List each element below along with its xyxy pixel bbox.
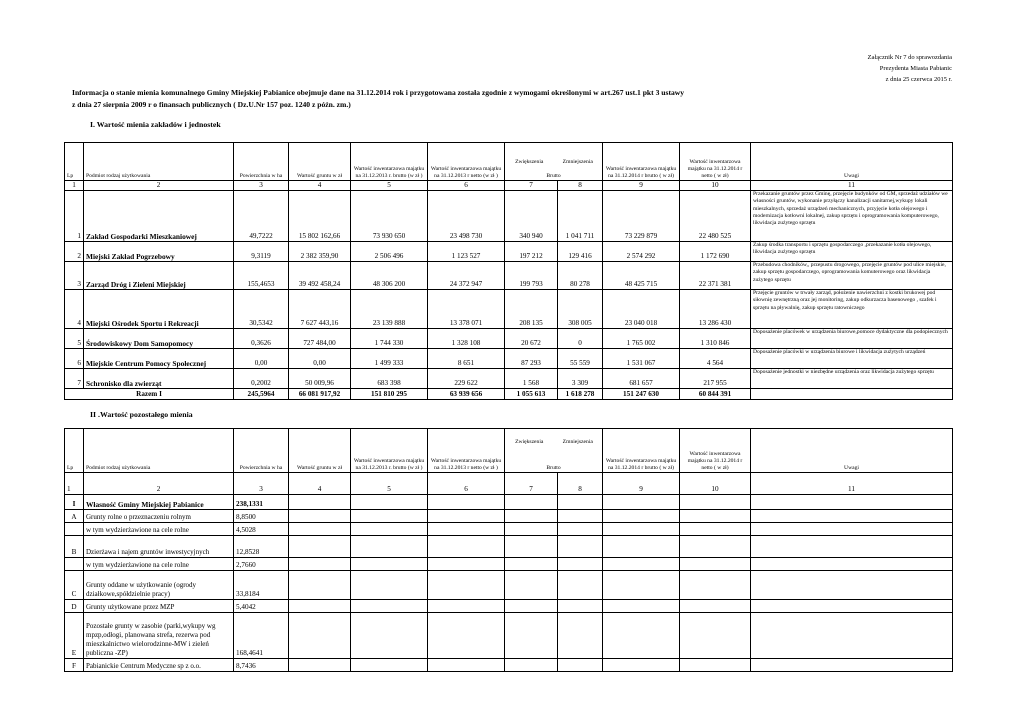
row-lp [65, 523, 84, 536]
row-area: 8,8500 [234, 510, 289, 523]
table-total-row [65, 389, 953, 400]
row-area: 168,4641 [234, 613, 289, 659]
hdr-increase: Zwiększenia [515, 439, 544, 445]
row-area: 0,3626 [234, 329, 289, 349]
total-area: 245,5964 [234, 389, 289, 400]
row-land-value: 7 627 443,16 [289, 290, 351, 329]
row-lp: 6 [65, 349, 84, 369]
col-number: 9 [603, 473, 680, 495]
row-entity: Zakład Gospodarki Mieszkaniowej [84, 191, 234, 242]
row-gross-2014: 681 657 [603, 369, 680, 389]
row-area: 12,8528 [234, 536, 289, 558]
row-decrease: 1 041 711 [558, 191, 603, 242]
col-number: 2 [84, 473, 234, 495]
row-decrease: 80 278 [558, 262, 603, 290]
row-lp: 2 [65, 242, 84, 262]
row-land-value: 727 484,00 [289, 329, 351, 349]
table-row [65, 600, 953, 613]
row-entity: Dzierżawa i najem gruntów inwestycyjnych [84, 536, 234, 558]
table-row [65, 369, 953, 389]
hdr-changes [505, 429, 603, 473]
hdr-net-2014: Wartość inwentarzowa majątku na 31.12.2014 r netto ( w zł) [680, 143, 751, 181]
row-gross-2013: 48 306 200 [351, 262, 428, 290]
total-increase: 1 055 613 [505, 389, 558, 400]
hdr-gross-label: Brutto [546, 465, 561, 471]
row-entity: Miejskie Centrum Pomocy Społecznej [84, 349, 234, 369]
row-increase: 20 672 [505, 329, 558, 349]
row-remarks: Przekazanie gruntów przez Gminę, przejęcie budynków od GM, sprzedaż udziałów we własności gruntów, wykonanie przyłączy kanalizacji sanitarnej,wykupy lokali mieszkalnych, sprzedaż urządzeń mechanicznych, przyjęcie kotła olejowego i modernizacja kotłowni lokalnej, zakup sprzętu i oprogramowania komputerowego, likwidacja zużytego sprzętu [751, 191, 953, 242]
row-net-2013: 229 622 [428, 369, 505, 389]
row-gross-2013: 2 506 496 [351, 242, 428, 262]
annex-note [840, 52, 952, 85]
row-net-2013: 13 378 071 [428, 290, 505, 329]
col-number: 6 [428, 181, 505, 191]
annex-line-1: Załącznik Nr 7 do sprawozdania [867, 54, 952, 61]
table-1 [64, 142, 953, 400]
row-area: 8,7436 [234, 659, 289, 672]
row-gross-2014: 1 765 002 [603, 329, 680, 349]
table-2-header [65, 429, 953, 473]
col-number: 10 [680, 181, 751, 191]
row-area: 238,1331 [234, 495, 289, 510]
row-land-value: 0,00 [289, 349, 351, 369]
col-number: 6 [428, 473, 505, 495]
total-decrease: 1 618 278 [558, 389, 603, 400]
hdr-remarks: Uwagi [751, 429, 953, 473]
table-2-col-numbers [65, 473, 953, 495]
row-entity: Miejski Ośrodek Sportu i Rekreacji [84, 290, 234, 329]
col-number: 10 [680, 473, 751, 495]
row-gross-2014: 1 531 067 [603, 349, 680, 369]
document-title [72, 87, 932, 111]
table-row [65, 558, 953, 571]
row-entity: Grunty rolne o przeznaczeniu rolnym [84, 510, 234, 523]
total-net-2013: 63 939 656 [428, 389, 505, 400]
row-gross-2014: 23 040 018 [603, 290, 680, 329]
hdr-net-2013: Wartość inwentarzowa majątku na 31.12.2013 r netto (w zł ) [428, 143, 505, 181]
hdr-decrease: Zmniejszenia [562, 439, 593, 445]
table-row [65, 659, 953, 672]
row-net-2014: 22 480 525 [680, 191, 751, 242]
row-lp: B [65, 536, 84, 558]
row-entity: Grunty oddane w użytkowanie (ogrody działkowe,spółdzielnie pracy) [84, 571, 234, 600]
row-area: 0,00 [234, 349, 289, 369]
row-entity: Schronisko dla zwierząt [84, 369, 234, 389]
row-lp: 5 [65, 329, 84, 349]
row-increase: 340 940 [505, 191, 558, 242]
row-net-2013: 23 498 730 [428, 191, 505, 242]
table-row [65, 571, 953, 600]
hdr-land-value: Wartość gruntu w zł [289, 143, 351, 181]
hdr-remarks: Uwagi [751, 143, 953, 181]
annex-line-3: z dnia 25 czerwca 2015 r. [885, 76, 952, 83]
table-row [65, 523, 953, 536]
row-entity: Pozostałe grunty w zasobie (parki,wykupy wg mpzp,odłogi, planowana strefa, rezerwa pod mieszkalnictwo wielorodzinne-MW i zieleń publiczna -ZP) [84, 613, 234, 659]
title-line-2: z dnia 27 sierpnia 2009 r o finansach publicznych ( Dz.U.Nr 157 poz. 1240 z późn. zm.) [72, 100, 351, 109]
row-lp: E [65, 613, 84, 659]
row-net-2014: 1 172 690 [680, 242, 751, 262]
row-entity: w tym wydzierżawione na cele rolne [84, 558, 234, 571]
row-increase: 197 212 [505, 242, 558, 262]
row-remarks: Doposażenie placówek w urządzenia biurowe,pomoce dydaktyczne dla podopiecznych [751, 329, 953, 349]
row-area: 5,4042 [234, 600, 289, 613]
row-entity: Grunty użytkowane przez MZP [84, 600, 234, 613]
row-land-value: 50 009,96 [289, 369, 351, 389]
row-entity: w tym wydzierżawione na cele rolne [84, 523, 234, 536]
row-lp: I [65, 495, 84, 510]
row-gross-2014: 73 229 879 [603, 191, 680, 242]
title-line-1: Informacja o stanie mienia komunalnego Gminy Miejskiej Pabianice obejmuje dane na 31.12.2014 rok i przygotowana została zgodnie z wymogami określonymi w art.267 ust.1 pkt 3 ustawy [72, 88, 685, 97]
col-number: 1 [65, 473, 84, 495]
col-number: 9 [603, 181, 680, 191]
table-2 [64, 428, 953, 672]
col-number: 11 [751, 473, 953, 495]
hdr-changes [505, 143, 603, 181]
col-number: 7 [505, 473, 558, 495]
total-land-value: 66 081 917,92 [289, 389, 351, 400]
table-row [65, 510, 953, 523]
col-number: 2 [84, 181, 234, 191]
row-net-2013: 24 372 947 [428, 262, 505, 290]
table-row [65, 290, 953, 329]
row-net-2014: 13 286 430 [680, 290, 751, 329]
row-area: 0,2002 [234, 369, 289, 389]
table-row [65, 329, 953, 349]
row-net-2014: 1 310 846 [680, 329, 751, 349]
row-decrease: 0 [558, 329, 603, 349]
row-area: 2,7660 [234, 558, 289, 571]
row-net-2014: 22 371 381 [680, 262, 751, 290]
row-decrease: 129 416 [558, 242, 603, 262]
row-decrease: 3 309 [558, 369, 603, 389]
hdr-decrease: Zmniejszenia [562, 159, 593, 165]
row-remarks: Doposażenie jednostki w niezbędne urządzenia oraz likwidacja zużytego sprzętu [751, 369, 953, 389]
row-entity: Własność Gminy Miejskiej Pabianice [84, 495, 234, 510]
hdr-gross-2014: Wartość inwentarzowa majątku na 31.12.2014 r brutto ( w zł) [603, 143, 680, 181]
row-gross-2014: 2 574 292 [603, 242, 680, 262]
hdr-area: Powierzchnia w ha [234, 429, 289, 473]
row-area: 4,5028 [234, 523, 289, 536]
table-row [65, 349, 953, 369]
row-entity: Zarząd Dróg i Zieleni Miejskiej [84, 262, 234, 290]
row-lp: 3 [65, 262, 84, 290]
row-lp: D [65, 600, 84, 613]
table-1-col-numbers [65, 181, 953, 191]
hdr-net-2013: Wartość inwentarzowa majątku na 31.12.2013 r netto (w zł ) [428, 429, 505, 473]
hdr-gross-2014: Wartość inwentarzowa majątku na 31.12.2014 r brutto ( w zł) [603, 429, 680, 473]
row-lp [65, 558, 84, 571]
hdr-gross-2013: Wartość inwentarzowa majątku na 31.12.2013 r. brutto (w zł ) [351, 143, 428, 181]
row-remarks: Przebudowa chodników,, przepustu drogowego, przejęcie gruntów pod ulice miejskie, zakup sprzętu gospodarczego, oprogramowania komuterowego oraz likwidacja zużytego sprzętu [751, 262, 953, 290]
row-area: 49,7222 [234, 191, 289, 242]
section-2-title: II .Wartość pozostałego mienia [90, 410, 193, 419]
row-remarks: Przejęcie gruntów w trwały zarząd, położenie nawierzchni z kostki brukowej pod siłownię zewnętrzną oraz jej monitoring, zakup odkurzacza basenowego , szafek i sprzętu na pływalnię, zakup sprzętu ratowniczego [751, 290, 953, 329]
row-increase: 87 293 [505, 349, 558, 369]
row-area: 30,5342 [234, 290, 289, 329]
col-number: 5 [351, 181, 428, 191]
row-gross-2013: 1 499 333 [351, 349, 428, 369]
row-area: 155,4653 [234, 262, 289, 290]
row-land-value: 2 382 359,90 [289, 242, 351, 262]
row-net-2014: 217 955 [680, 369, 751, 389]
total-net-2014: 60 844 391 [680, 389, 751, 400]
col-number: 3 [234, 181, 289, 191]
table-row [65, 191, 953, 242]
total-gross-2013: 151 810 295 [351, 389, 428, 400]
row-decrease: 55 559 [558, 349, 603, 369]
row-gross-2013: 683 398 [351, 369, 428, 389]
col-number: 4 [289, 181, 351, 191]
hdr-lp: Lp [65, 429, 84, 473]
row-gross-2013: 73 930 650 [351, 191, 428, 242]
row-net-2014: 4 564 [680, 349, 751, 369]
hdr-entity: Podmiot rodzaj użytkowania [84, 429, 234, 473]
row-gross-2013: 1 744 330 [351, 329, 428, 349]
row-lp: 4 [65, 290, 84, 329]
table-row [65, 613, 953, 659]
col-number: 8 [558, 473, 603, 495]
table-row [65, 536, 953, 558]
section-1-title: I. Wartość mienia zakładów i jednostek [90, 120, 221, 129]
row-lp: C [65, 571, 84, 600]
col-number: 8 [558, 181, 603, 191]
annex-line-2: Prezydenta Miasta Pabianic [879, 65, 952, 72]
hdr-lp: Lp [65, 143, 84, 181]
col-number: 1 [65, 181, 84, 191]
hdr-net-2014: Wartość inwentarzowa majątku na 31.12.2014 r netto ( w zł) [680, 429, 751, 473]
row-net-2013: 8 651 [428, 349, 505, 369]
table-row [65, 495, 953, 510]
row-entity: Środowiskowy Dom Samopomocy [84, 329, 234, 349]
hdr-increase: Zwiększenia [515, 159, 544, 165]
table-row [65, 262, 953, 290]
row-lp: F [65, 659, 84, 672]
total-gross-2014: 151 247 630 [603, 389, 680, 400]
total-remarks [751, 389, 953, 400]
row-gross-2013: 23 139 888 [351, 290, 428, 329]
row-net-2013: 1 123 527 [428, 242, 505, 262]
row-increase: 208 135 [505, 290, 558, 329]
row-remarks: Zakup środka transportu i sprzętu gospodarczego ,przekazanie kotła olejowego, likwidacja zużytego sprzętu [751, 242, 953, 262]
col-number: 11 [751, 181, 953, 191]
row-lp: 1 [65, 191, 84, 242]
hdr-area: Powierzchnia w ha [234, 143, 289, 181]
row-land-value: 39 492 458,24 [289, 262, 351, 290]
col-number: 3 [234, 473, 289, 495]
row-lp: A [65, 510, 84, 523]
row-gross-2014: 48 425 715 [603, 262, 680, 290]
row-lp: 7 [65, 369, 84, 389]
row-area: 9,3119 [234, 242, 289, 262]
row-remarks: Doposażenie placówki w urządzenia biurowe i likwidacja zużytych urządzeń [751, 349, 953, 369]
table-row [65, 242, 953, 262]
row-entity: Pabianickie Centrum Medyczne sp z o.o. [84, 659, 234, 672]
total-label: Razem I [65, 389, 234, 400]
table-1-header [65, 143, 953, 181]
hdr-gross-2013: Wartość inwentarzowa majątku na 31.12.2013 r. brutto (w zł ) [351, 429, 428, 473]
row-land-value: 15 802 162,66 [289, 191, 351, 242]
row-decrease: 308 005 [558, 290, 603, 329]
hdr-entity: Podmiot rodzaj użytkowania [84, 143, 234, 181]
row-net-2013: 1 328 108 [428, 329, 505, 349]
row-increase: 1 568 [505, 369, 558, 389]
col-number: 7 [505, 181, 558, 191]
row-increase: 199 793 [505, 262, 558, 290]
hdr-gross-label: Brutto [546, 173, 561, 179]
row-entity: Miejski Zakład Pogrzebowy [84, 242, 234, 262]
col-number: 5 [351, 473, 428, 495]
row-area: 33,8184 [234, 571, 289, 600]
col-number: 4 [289, 473, 351, 495]
hdr-land-value: Wartość gruntu w zł [289, 429, 351, 473]
